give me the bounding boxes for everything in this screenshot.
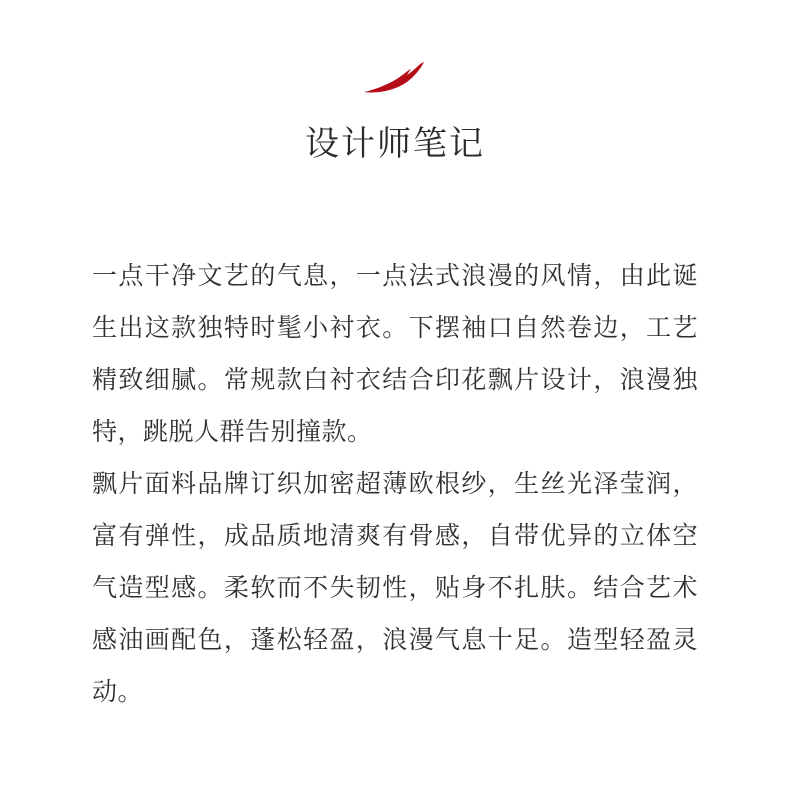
page-title: 设计师笔记 <box>305 125 485 163</box>
body-copy <box>0 166 790 718</box>
red-swoosh-ornament <box>363 62 427 96</box>
paragraph-2: 飘片面料品牌订织加密超薄欧根纱，生丝光泽莹润，富有弹性，成品质地清爽有骨感，自带优异的立体空气造型感。柔软而不失韧性，贴身不扎肤。结合艺术感油画配色，蓬松轻盈，浪漫气息十足。造型轻盈灵动。 <box>92 470 698 707</box>
paragraph-1: 一点干净文艺的气息，一点法式浪漫的风情，由此诞生出这款独特时髦小衬衣。下摆袖口自然卷边，工艺精致细腻。常规款白衬衣结合印花飘片设计，浪漫独特，跳脱人群告别撞款。 <box>92 262 698 447</box>
ornament-container <box>0 0 790 96</box>
